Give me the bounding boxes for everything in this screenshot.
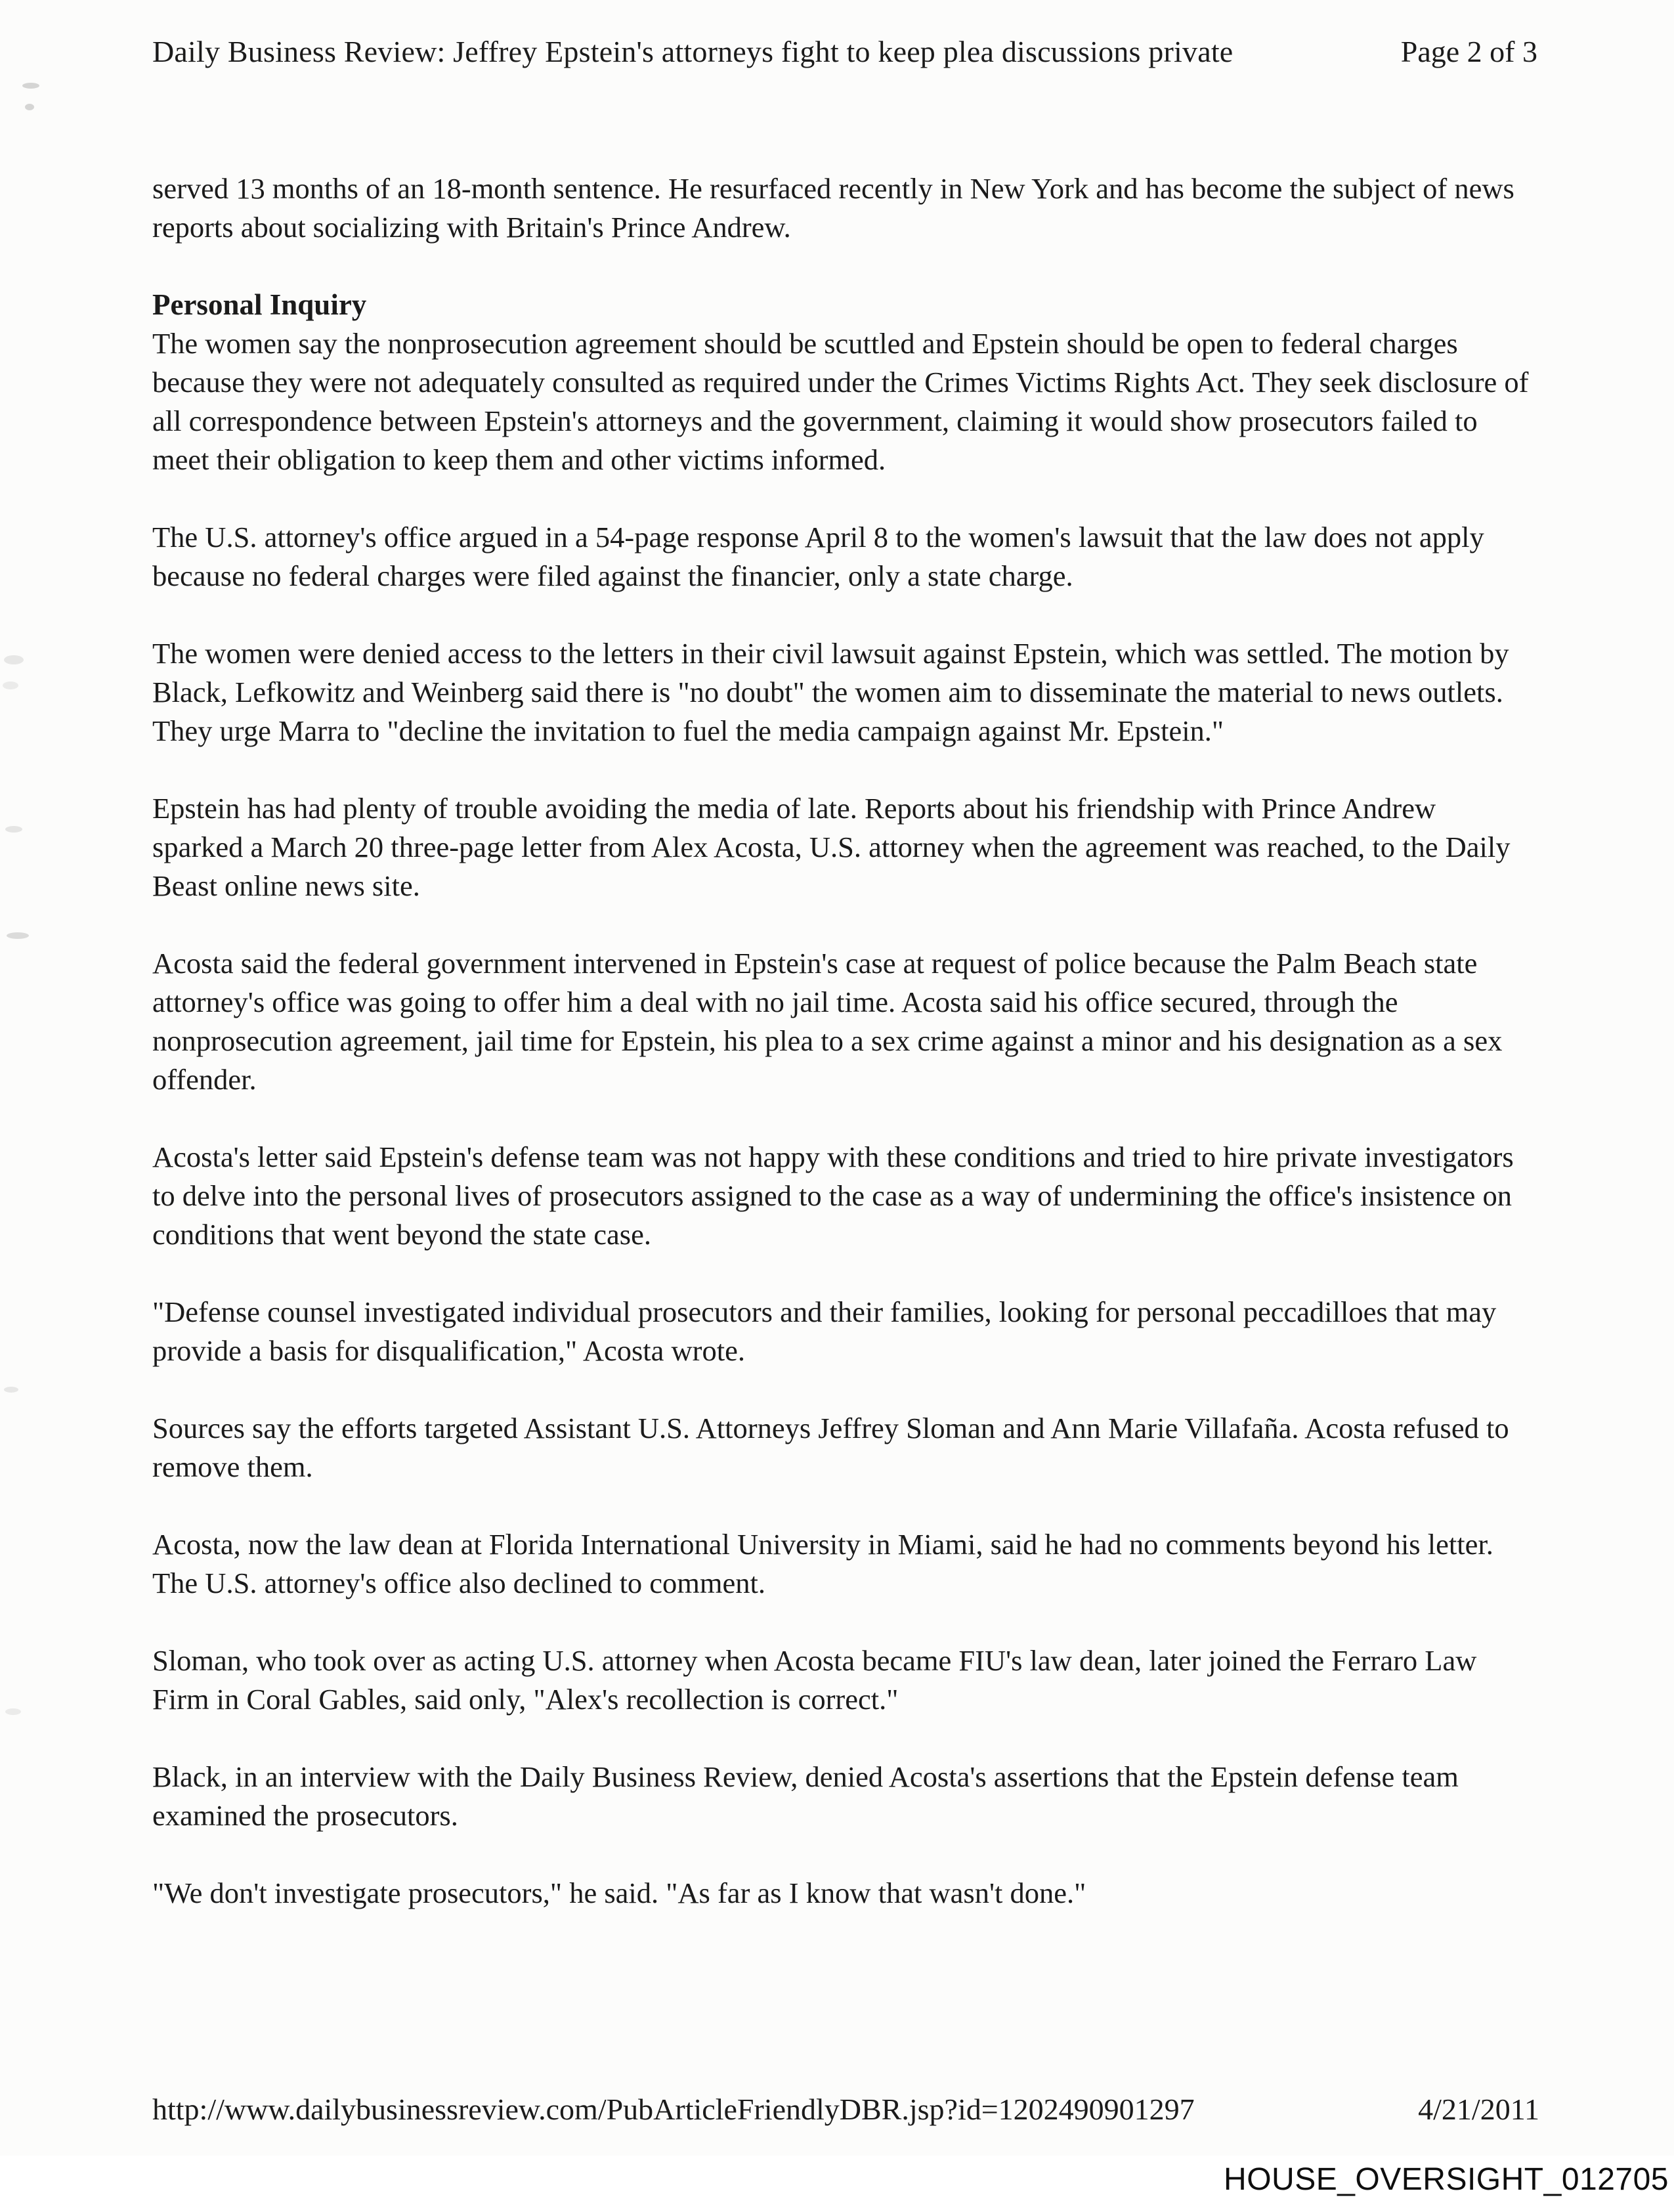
header-title: Daily Business Review: Jeffrey Epstein's attorneys fight to keep plea discussions private <box>152 35 1234 68</box>
paragraph: Acosta, now the law dean at Florida International University in Miami, said he had no comments beyond his letter. The U.S. attorney's office also declined to comment. <box>152 1528 1493 1599</box>
scan-artifact <box>5 826 22 833</box>
scan-artifact <box>4 1387 18 1393</box>
paragraph: Sources say the efforts targeted Assistant U.S. Attorneys Jeffrey Sloman and Ann Marie Villafaña. Acosta refused to remove them. <box>152 1412 1509 1483</box>
section-heading: Personal Inquiry <box>152 288 367 321</box>
footer-date: 4/21/2011 <box>1418 2093 1539 2126</box>
page-number: Page 2 of 3 <box>1400 35 1537 68</box>
bates-stamp: HOUSE_OVERSIGHT_012705 <box>1224 2162 1669 2197</box>
paragraph: Epstein has had plenty of trouble avoiding the media of late. Reports about his friendship with Prince Andrew sparked a March 20 three-page letter from Alex Acosta, U.S. attorney when the agreement was reached, to the Daily Beast online news site. <box>152 792 1511 902</box>
scan-artifact <box>5 1708 21 1715</box>
document-header <box>152 34 1537 69</box>
scan-artifact <box>3 682 18 689</box>
scan-artifact <box>7 932 29 939</box>
article-body <box>152 169 1534 1951</box>
scan-artifact <box>4 655 24 664</box>
paragraph: Acosta said the federal government intervened in Epstein's case at request of police because the Palm Beach state attorney's office was going to offer him a deal with no jail time. Acosta said his office secured, through the nonprosecution agreement, jail time for Epstein, his plea to a sex crime against a minor and his designation as a sex offender. <box>152 947 1503 1096</box>
scan-artifact <box>25 104 34 110</box>
document-footer <box>152 2092 1539 2127</box>
scan-artifact <box>22 83 39 89</box>
paragraph: The women were denied access to the letters in their civil lawsuit against Epstein, which was settled. The motion by Black, Lefkowitz and Weinberg said there is "no doubt" the women aim to disseminate the material to news outlets. They urge Marra to "decline the invitation to fuel the media campaign against Mr. Epstein." <box>152 637 1509 747</box>
paragraph: served 13 months of an 18-month sentence. He resurfaced recently in New York and has become the subject of news reports about socializing with Britain's Prince Andrew. <box>152 172 1514 244</box>
paragraph: Black, in an interview with the Daily Business Review, denied Acosta's assertions that the Epstein defense team examined the prosecutors. <box>152 1760 1459 1832</box>
footer-url: http://www.dailybusinessreview.com/PubArticleFriendlyDBR.jsp?id=1202490901297 <box>152 2093 1195 2126</box>
paragraph: Acosta's letter said Epstein's defense team was not happy with these conditions and tried to hire private investigators to delve into the personal lives of prosecutors assigned to the case as a way of undermining the office's insistence on conditions that went beyond the state case. <box>152 1140 1514 1251</box>
paragraph: The women say the nonprosecution agreement should be scuttled and Epstein should be open to federal charges because they were not adequately consulted as required under the Crimes Victims Rights Act. They seek disclosure of all correspondence between Epstein's attorneys and the government, claiming it would show prosecutors failed to meet their obligation to keep them and other victims informed. <box>152 327 1529 476</box>
paragraph: "We don't investigate prosecutors," he said. "As far as I know that wasn't done." <box>152 1876 1086 1909</box>
paragraph: "Defense counsel investigated individual prosecutors and their families, looking for personal peccadilloes that may provide a basis for disqualification," Acosta wrote. <box>152 1295 1497 1367</box>
paragraph: Sloman, who took over as acting U.S. attorney when Acosta became FIU's law dean, later joined the Ferraro Law Firm in Coral Gables, said only, "Alex's recollection is correct." <box>152 1644 1477 1716</box>
paragraph: The U.S. attorney's office argued in a 54-page response April 8 to the women's lawsuit that the law does not apply because no federal charges were filed against the financier, only a state charge. <box>152 521 1484 592</box>
